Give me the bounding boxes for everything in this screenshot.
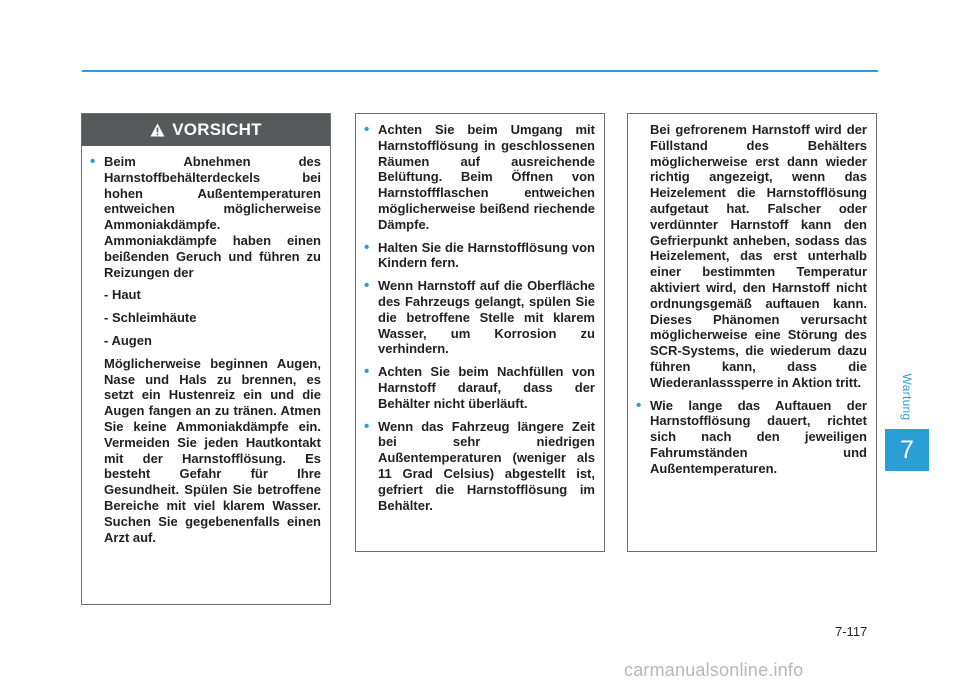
caution-header bbox=[82, 114, 330, 146]
caution-bullet: • Beim Abnehmen des Harnstoffbehälterdeckels bei hohen Außentemperaturen entweichen möglicherweise Ammoniakdämpfe. Ammoniakdämpfe haben einen beißenden Geruch und führen zu Reizungen der bbox=[104, 154, 321, 280]
caution-paragraph: Möglicherweise beginnen Augen, Nase und Hals zu brennen, es setzt ein Hustenreiz ein und die Augen fangen an zu tränen. Atmen Sie keine Ammoniakdämpfe ein. Vermeiden Sie jeden Hautkontakt mit der Harnstofflösung. Es besteht Gefahr für Ihre Gesundheit. Spülen Sie betroffene Bereiche mit viel klarem Wasser. Suchen Sie gegebenenfalls einen Arzt auf. bbox=[104, 355, 321, 545]
middle-bullet-surface: • Wenn Harnstoff auf die Oberfläche des Fahrzeugs gelangt, spülen Sie die betroffene Stelle mit klarem Wasser, um Korrosion zu verhindern. bbox=[378, 278, 595, 357]
right-paragraph: Bei gefrorenem Harnstoff wird der Füllstand des Behälters möglicherweise erst dann wieder richtig angezeigt, wenn das Heizelement die Harnstofflösung aufgetaut hat. Falscher oder verdünnter Harnstoff kann den Gefrierpunkt anheben, sodass das Heizelement, das erst unterhalb einer bestimmten Temperatur aktiviert wird, den Harnstoff nicht ordnungsgemäß auftauen kann. Dieses Phänomen verursacht möglicherweise eine Störung des SCR-Systems, die wiederum dazu führen kann, dass die Wiederanlasssperre in Aktion tritt. bbox=[650, 122, 867, 390]
middle-bullet-overflow: • Achten Sie beim Nachfüllen von Harnstoff darauf, dass der Behälter nicht überläuft. bbox=[378, 364, 595, 411]
caution-box bbox=[81, 113, 331, 605]
middle-bullet-ventilation: • Achten Sie beim Umgang mit Harnstofflösung in geschlossenen Räumen auf ausreichende Belüftung. Beim Öffnen von Harnstoffflaschen entweichen möglicherweise beißend riechende Dämpfe. bbox=[378, 122, 595, 233]
caution-title: VORSICHT bbox=[172, 120, 262, 139]
chapter-label: Wartung bbox=[900, 373, 914, 421]
sub-item-mucous: - Schleimhäute bbox=[104, 310, 197, 326]
right-bullet-thawing: • Wie lange das Auftauen der Harnstofflösung dauert, richtet sich nach den jeweiligen Fahrumständen und Außentemperaturen. bbox=[650, 398, 867, 477]
sub-item-eyes: - Augen bbox=[104, 332, 152, 348]
sub-item-skin: - Haut bbox=[104, 287, 141, 303]
top-rule bbox=[82, 70, 878, 72]
warning-icon bbox=[150, 123, 165, 137]
middle-box bbox=[355, 113, 605, 552]
middle-bullet-children: • Halten Sie die Harnstofflösung von Kindern fern. bbox=[378, 240, 595, 272]
watermark: carmanualsonline.info bbox=[624, 660, 804, 680]
right-box bbox=[627, 113, 877, 552]
chapter-tab: 7 bbox=[885, 429, 929, 471]
middle-bullet-freezing: • Wenn das Fahrzeug längere Zeit bei sehr niedrigen Außentemperaturen (weniger als 11 Grad Celsius) abgestellt ist, gefriert die Harnstofflösung im Behälter. bbox=[378, 419, 595, 514]
page-number: 7-117 bbox=[835, 624, 868, 639]
